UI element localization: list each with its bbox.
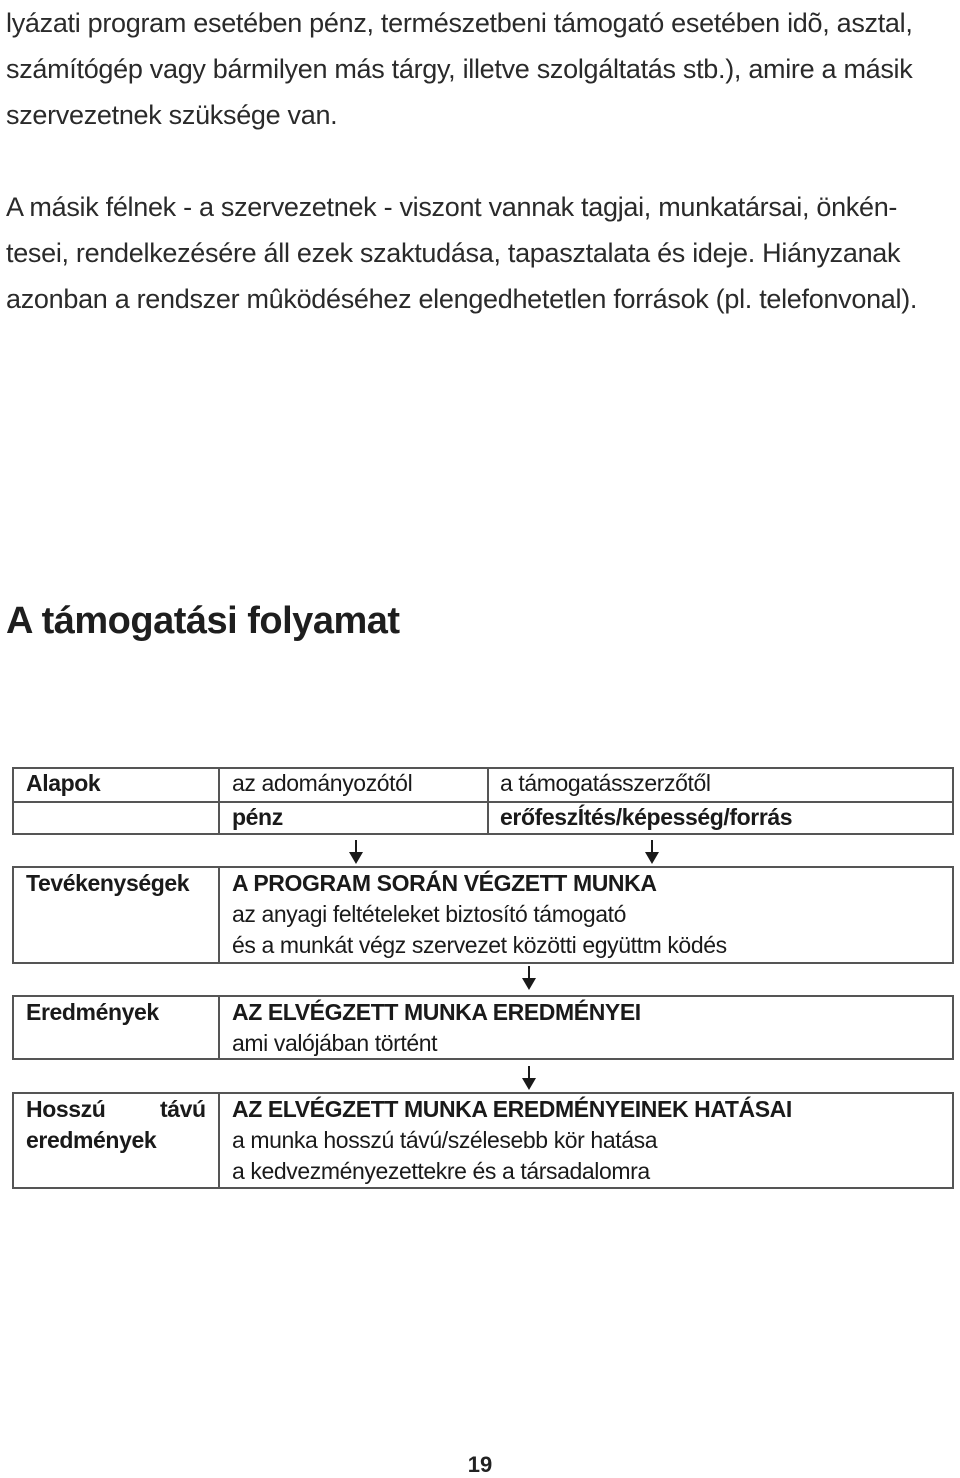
results-line: ami valójában történt (232, 1030, 438, 1056)
arrow-down-icon (645, 840, 659, 866)
table-border (952, 866, 954, 964)
activities-content (232, 868, 727, 961)
table-border (12, 833, 954, 835)
row-label-tevekenysegek: Tevékenységek (26, 870, 190, 896)
table-border (12, 767, 14, 835)
table-border (12, 866, 14, 964)
table-border (12, 767, 954, 769)
table-border (12, 801, 954, 803)
paragraph-line: lyázati program esetében pénz, természetbeni támogató esetében idõ, asztal, (6, 8, 913, 38)
row-label-hosszu-line2: eredmények (26, 1127, 157, 1153)
activities-line: az anyagi feltételeket biztosító támogató (232, 901, 627, 927)
row-label-hosszu-word1: Hosszú (26, 1096, 106, 1122)
row-label-alapok: Alapok (26, 770, 101, 796)
results-content (232, 997, 641, 1059)
table-border (952, 1092, 954, 1189)
activities-line: és a munkát végz szervezet közötti együttm ködés (232, 932, 727, 958)
row-label-hosszu-word2: távú (160, 1096, 206, 1122)
arrow-down-icon (522, 1066, 536, 1092)
donor-contribution: pénz (232, 804, 283, 830)
paragraph-line: szervezetnek szüksége van. (6, 100, 338, 130)
table-border (952, 767, 954, 835)
section-heading: A támogatási folyamat (6, 600, 400, 642)
long-term-content (232, 1094, 792, 1187)
page-number: 19 (467, 1452, 493, 1477)
donor-source: az adományozótól (232, 770, 413, 796)
table-border (218, 866, 220, 964)
table-border (12, 962, 954, 964)
table-border (12, 995, 14, 1060)
table-border (12, 1187, 954, 1189)
long-term-title: AZ ELVÉGZETT MUNKA EREDMÉNYEINEK HATÁSAI (232, 1096, 792, 1122)
table-border (218, 767, 220, 835)
fundraiser-contribution: erőfeszÍtés/képesség/forrás (500, 804, 793, 830)
long-term-line: a kedvezményezettekre és a társadalomra (232, 1158, 650, 1184)
arrow-down-icon (522, 966, 536, 992)
arrow-down-icon (349, 840, 363, 866)
table-border (218, 995, 220, 1060)
row-label-eredmenyek: Eredmények (26, 999, 159, 1025)
paragraph-line: tesei, rendelkezésére áll ezek szaktudása, tapasztalata és ideje. Hiányzanak (6, 238, 901, 268)
long-term-line: a munka hosszú távú/szélesebb kör hatása (232, 1127, 658, 1153)
table-border (487, 767, 489, 835)
activities-title: A PROGRAM SORÁN VÉGZETT MUNKA (232, 870, 657, 896)
table-border (952, 995, 954, 1060)
paragraph-line: azonban a rendszer mûködéséhez elengedhetetlen források (pl. telefonvonal). (6, 284, 918, 314)
table-border (218, 1092, 220, 1189)
table-border (12, 1092, 14, 1189)
paragraph-line: A másik félnek - a szervezetnek - viszont vannak tagjai, munkatársai, önkén- (6, 192, 898, 222)
paragraph-line: számítógép vagy bármilyen más tárgy, illetve szolgáltatás stb.), amire a másik (6, 54, 913, 84)
fundraiser-source: a támogatásszerzőtől (500, 770, 711, 796)
results-title: AZ ELVÉGZETT MUNKA EREDMÉNYEI (232, 999, 641, 1025)
